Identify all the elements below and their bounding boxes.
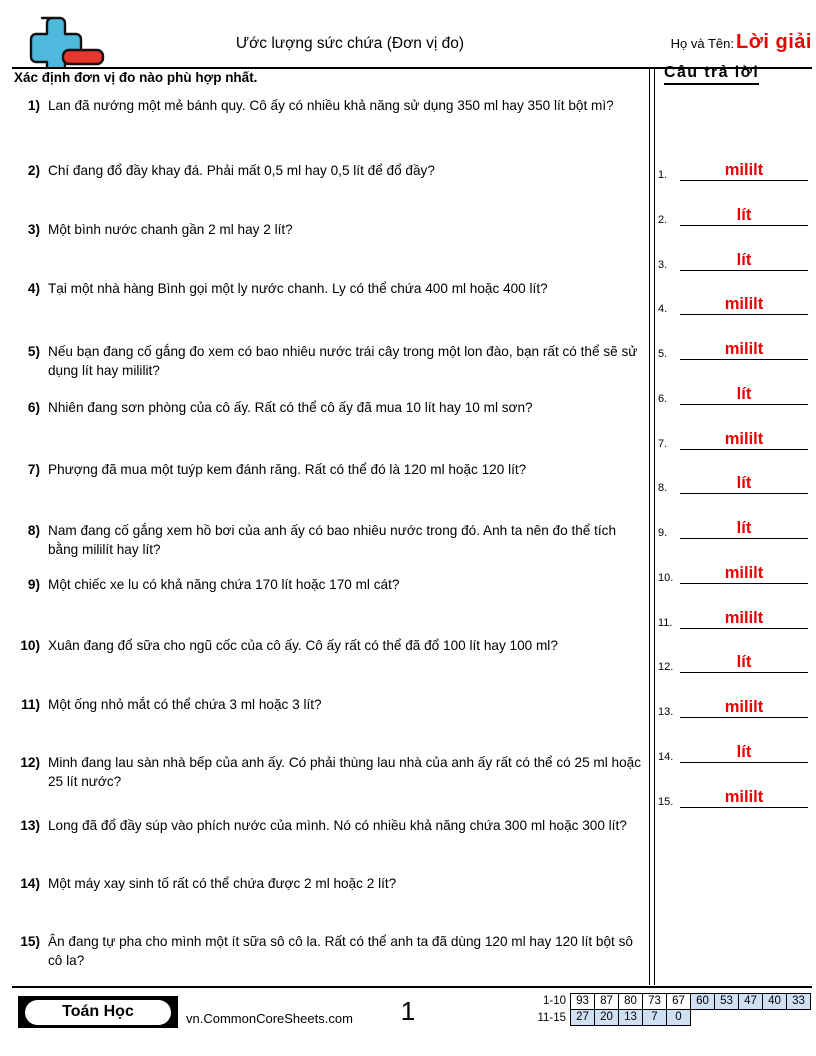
name-field[interactable] bbox=[671, 32, 812, 52]
answer-number: 12. bbox=[658, 661, 674, 673]
question-row bbox=[14, 874, 644, 893]
answer-value: mililt bbox=[724, 608, 764, 627]
page-title: Ước lượng sức chứa (Đơn vị đo) bbox=[235, 35, 465, 52]
answer-number: 7. bbox=[658, 438, 668, 450]
answer-value: mililt bbox=[724, 787, 764, 806]
answer-value: mililt bbox=[724, 563, 764, 582]
answer-value: mililt bbox=[724, 339, 764, 358]
answer-value: lít bbox=[736, 473, 752, 492]
answer-number: 5. bbox=[658, 348, 668, 360]
question-number: 12) bbox=[20, 755, 40, 770]
answer-number: 6. bbox=[658, 393, 668, 405]
question-text: Nếu bạn đang cố gắng đo xem có bao nhiêu nước trái cây trong một lon đào, bạn rất có thể sẽ sử dụng lít hay mililit? bbox=[48, 344, 638, 379]
answer-number: 14. bbox=[658, 751, 674, 763]
answer-number: 11. bbox=[658, 617, 673, 629]
answer-value: lít bbox=[736, 518, 752, 537]
question-row bbox=[14, 932, 644, 971]
answer-row[interactable] bbox=[658, 285, 810, 315]
score-cell: 53 bbox=[714, 993, 739, 1010]
answer-key-column bbox=[658, 64, 816, 808]
answer-number: 8. bbox=[658, 482, 668, 494]
question-number: 4) bbox=[27, 281, 40, 296]
question-number: 15) bbox=[20, 934, 40, 949]
footer-divider-rule bbox=[12, 986, 812, 988]
score-cell: 40 bbox=[762, 993, 787, 1010]
question-number: 11) bbox=[21, 697, 40, 712]
answer-value: lít bbox=[736, 250, 752, 269]
question-text: Một ống nhỏ mắt có thể chứa 3 ml hoặc 3 lít? bbox=[48, 697, 322, 712]
score-range-label: 11-15 bbox=[537, 1012, 566, 1024]
score-cell: 47 bbox=[738, 993, 763, 1010]
brand-label: Toán Học bbox=[62, 1003, 134, 1020]
answer-row[interactable] bbox=[658, 688, 810, 718]
question-text: Một bình nước chanh gần 2 ml hay 2 lít? bbox=[48, 222, 293, 237]
question-number: 7) bbox=[27, 462, 40, 477]
question-text: Một máy xay sinh tố rất có thể chứa được 2 ml hoặc 2 lít? bbox=[48, 876, 397, 891]
score-cell: 0 bbox=[666, 1009, 691, 1026]
answer-row[interactable] bbox=[658, 196, 810, 226]
score-cell: 27 bbox=[570, 1009, 595, 1026]
answer-row[interactable] bbox=[658, 241, 810, 271]
question-row bbox=[14, 398, 644, 417]
score-cell: 93 bbox=[570, 993, 595, 1010]
answer-number: 10. bbox=[658, 572, 674, 584]
answer-row[interactable] bbox=[658, 599, 810, 629]
answer-number: 3. bbox=[658, 259, 668, 271]
page-header bbox=[0, 0, 816, 68]
answer-row[interactable] bbox=[658, 554, 810, 584]
question-text: Một chiếc xe lu có khả năng chứa 170 lít hoặc 170 ml cát? bbox=[48, 577, 400, 592]
question-text: Chí đang đổ đầy khay đá. Phải mất 0,5 ml hay 0,5 lít để đổ đầy? bbox=[48, 163, 435, 178]
answers-header: Câu trả lời bbox=[664, 64, 759, 85]
question-text: Ân đang tự pha cho mình một ít sữa sô cô la. Rất có thể anh ta đã dùng 120 ml hay 120 lít bột sô cô la? bbox=[48, 934, 633, 969]
score-cell: 67 bbox=[666, 993, 691, 1010]
question-text: Minh đang lau sàn nhà bếp của anh ấy. Có phải thùng lau nhà của anh ấy rất có thể có 25 ml hoặc 25 lít nước? bbox=[48, 755, 642, 790]
score-cell: 60 bbox=[690, 993, 715, 1010]
score-range-label: 1-10 bbox=[542, 995, 566, 1007]
name-label: Họ và Tên: bbox=[670, 36, 734, 51]
score-cell: 33 bbox=[786, 993, 811, 1010]
answer-row[interactable] bbox=[658, 643, 810, 673]
answer-value: lít bbox=[736, 652, 752, 671]
answer-number: 13. bbox=[658, 706, 674, 718]
question-text: Long đã đổ đầy súp vào phích nước của mình. Nó có nhiều khả năng chứa 300 ml hoặc 300 lít? bbox=[48, 818, 627, 833]
instruction-text: Xác định đơn vị đo nào phù hợp nhất. bbox=[14, 70, 258, 85]
question-number: 5) bbox=[27, 344, 40, 359]
answer-value: lít bbox=[736, 742, 752, 761]
score-cell: 87 bbox=[594, 993, 619, 1010]
divider-line-right bbox=[654, 67, 655, 985]
question-row bbox=[14, 753, 644, 792]
question-row bbox=[14, 342, 644, 381]
answer-row[interactable] bbox=[658, 151, 810, 181]
answer-number: 9. bbox=[658, 527, 668, 539]
question-row bbox=[14, 695, 644, 714]
answer-row[interactable] bbox=[658, 464, 810, 494]
answer-number: 1. bbox=[658, 169, 668, 181]
question-row bbox=[14, 220, 644, 239]
column-divider bbox=[649, 67, 655, 985]
question-text: Nhiên đang sơn phòng của cô ấy. Rất có thể cô ấy đã mua 10 lít hay 10 ml sơn? bbox=[48, 400, 533, 415]
site-url: vn.CommonCoreSheets.com bbox=[186, 1011, 353, 1026]
question-number: 6) bbox=[27, 400, 40, 415]
question-number: 2) bbox=[27, 163, 40, 178]
answer-value: lít bbox=[736, 384, 752, 403]
question-number: 3) bbox=[27, 222, 40, 237]
question-row bbox=[14, 161, 644, 180]
plus-eraser-logo-icon bbox=[16, 14, 108, 68]
question-text: Nam đang cố gắng xem hồ bơi của anh ấy có bao nhiêu nước trong đó. Anh ta nên đo thể tích bằng mililít hay lít? bbox=[48, 523, 617, 558]
question-text: Xuân đang đổ sữa cho ngũ cốc của cô ấy. Cô ấy rất có thể đã đổ 100 lít hay 100 ml? bbox=[48, 638, 558, 653]
answer-number: 2. bbox=[658, 214, 668, 226]
answer-value: lít bbox=[736, 205, 752, 224]
score-cell: 73 bbox=[642, 993, 667, 1010]
question-text: Lan đã nướng một mẻ bánh quy. Cô ấy có nhiều khả năng sử dụng 350 ml hay 350 lít bột mì? bbox=[48, 98, 614, 113]
answer-row[interactable] bbox=[658, 509, 810, 539]
question-row bbox=[14, 96, 644, 115]
page-number: 1 bbox=[400, 996, 416, 1026]
question-number: 10) bbox=[20, 638, 40, 653]
question-text: Tại một nhà hàng Bình gọi một ly nước chanh. Ly có thể chứa 400 ml hoặc 400 lít? bbox=[48, 281, 548, 296]
answer-value: mililt bbox=[724, 429, 764, 448]
score-cell: 13 bbox=[618, 1009, 643, 1026]
question-row bbox=[14, 460, 644, 479]
question-row bbox=[14, 816, 644, 835]
answer-row[interactable] bbox=[658, 420, 810, 450]
score-cell: 20 bbox=[594, 1009, 619, 1026]
question-row bbox=[14, 575, 644, 594]
question-number: 8) bbox=[27, 523, 40, 538]
answer-number: 15. bbox=[658, 796, 674, 808]
question-row bbox=[14, 521, 644, 560]
answer-number: 4. bbox=[658, 303, 668, 315]
question-number: 9) bbox=[27, 577, 40, 592]
question-number: 1) bbox=[27, 98, 40, 113]
score-row bbox=[528, 1010, 811, 1027]
answer-row[interactable] bbox=[658, 375, 810, 405]
name-value: Lời giải bbox=[735, 31, 812, 53]
score-cells bbox=[570, 1010, 691, 1027]
answer-row[interactable] bbox=[658, 733, 810, 763]
answer-value: mililt bbox=[724, 697, 764, 716]
score-row bbox=[528, 993, 811, 1010]
answer-value: mililt bbox=[724, 160, 764, 179]
answer-row[interactable] bbox=[658, 778, 810, 808]
question-number: 14) bbox=[20, 876, 40, 891]
question-row bbox=[14, 279, 644, 298]
question-text: Phượng đã mua một tuýp kem đánh răng. Rất có thể đó là 120 ml hoặc 120 lít? bbox=[48, 462, 527, 477]
answer-row[interactable] bbox=[658, 330, 810, 360]
score-table bbox=[528, 993, 811, 1027]
score-cells bbox=[570, 993, 811, 1010]
answer-value: mililt bbox=[724, 294, 764, 313]
question-row bbox=[14, 636, 644, 655]
score-cell: 80 bbox=[618, 993, 643, 1010]
divider-line-left bbox=[649, 67, 650, 985]
score-cell: 7 bbox=[642, 1009, 667, 1026]
question-number: 13) bbox=[20, 818, 40, 833]
